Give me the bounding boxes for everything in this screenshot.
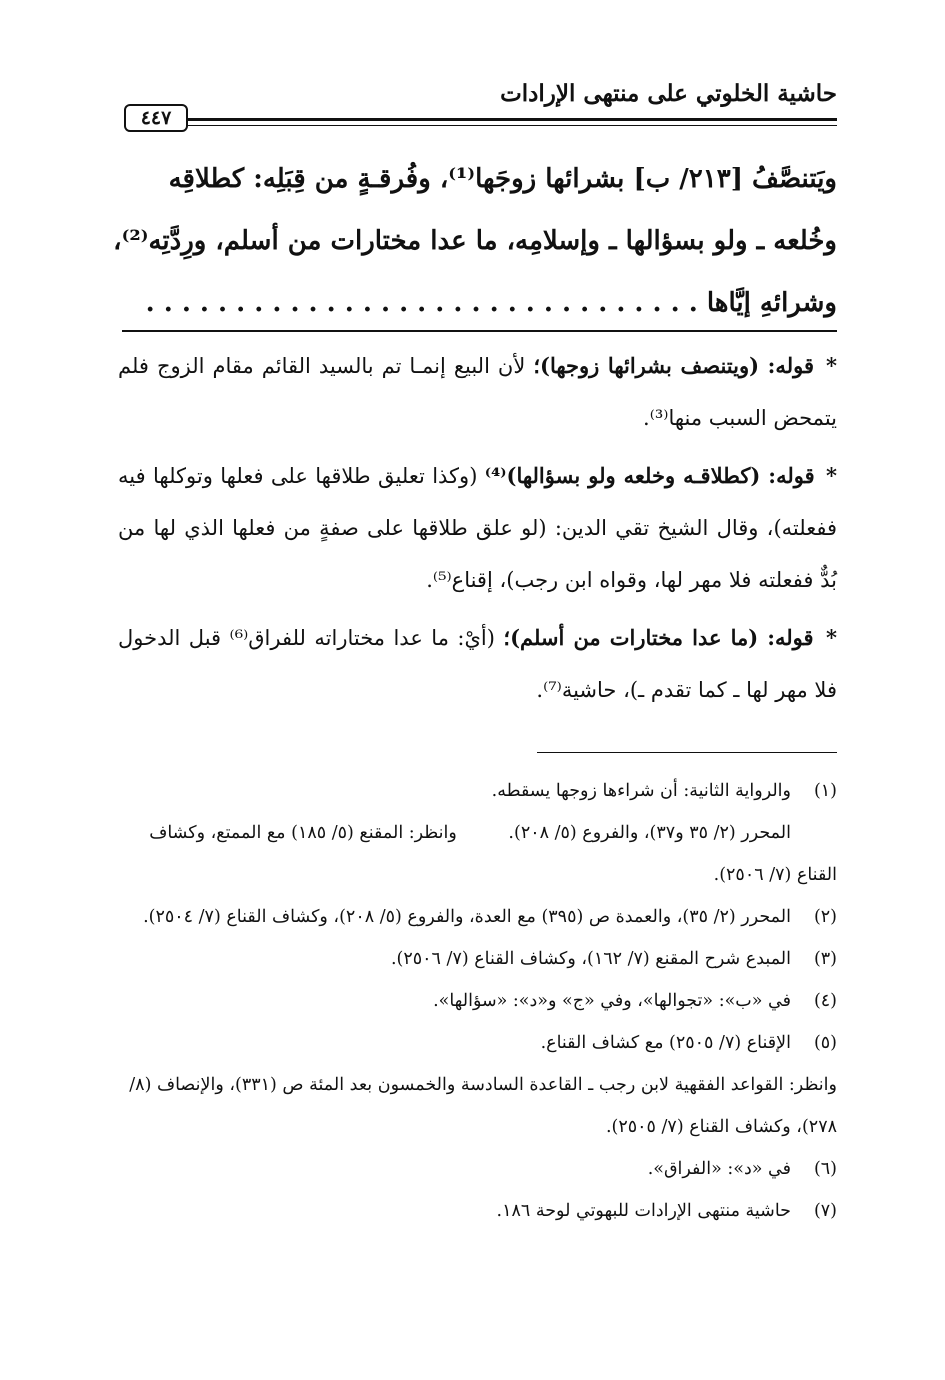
commentary-text: لأن البيع إنمـا تم بالسيد القائم مقام الزوج فلم يتمحض السبب منها⁽³⁾.: [118, 354, 837, 430]
commentary-lead: قوله: (ويتنصف بشرائها زوجها)؛: [533, 353, 814, 378]
footnote-line: المحرر (٢/ ٣٥ و٣٧)، والفروع (٥/ ٢٠٨).: [508, 823, 791, 843]
footnote-number: (٣): [813, 949, 837, 969]
commentary-text: (وكذا تعليق طلاقها على فعلها وتوكلها فيه ففعلته)، وقال الشيخ تقي الدين: (لو علق طلاقها على صفةٍ من فعلها الذي لها من بُدٌّ ففعلته فلا مهر لها، وقواه ابن رجب)، إقناع⁽⁵⁾.: [118, 464, 837, 592]
text-separator-rule: [122, 330, 837, 332]
footnote-number: (٤): [813, 991, 837, 1011]
header-rule-thick: [188, 118, 837, 121]
footnote-number: (٧): [813, 1201, 837, 1221]
footnote-line: في «د»: «الفراق».: [647, 1159, 791, 1179]
footnote-line: المحرر (٢/ ٣٥)، والعمدة ص (٣٩٥) مع العدة، والفروع (٥/ ٢٠٨)، وكشاف القناع (٧/ ٢٥٠٤).: [143, 907, 791, 927]
footnote-number: (٥): [813, 1033, 837, 1053]
footnote: [112, 980, 837, 1022]
running-title: حاشية الخلوتي على منتهى الإرادات: [500, 80, 837, 107]
footnote-number: (١): [813, 781, 837, 801]
footnote-line: المبدع شرح المقنع (٧/ ١٦٢)، وكشاف القناع (٧/ ٢٥٠٦).: [390, 949, 791, 969]
asterisk-marker: *: [826, 463, 837, 488]
main-text-line: وخُلعه ـ ولو بسؤالها ـ وإسلامِه، ما عدا مختارات من أسلم، ورِدَّتِه⁽²⁾،: [113, 226, 837, 256]
footnote: [112, 1148, 837, 1190]
footnote-line: حاشية منتهى الإرادات للبهوتي لوحة ١٨٦.: [496, 1201, 791, 1221]
page-number: ٤٤٧: [124, 104, 188, 132]
commentary-paragraph: [118, 450, 837, 606]
main-text: [113, 148, 837, 334]
footnote-line: وانظر: المقنع (٥/ ١٨٥) مع الممتع، وكشاف القناع (٧/ ٢٥٠٦).: [149, 823, 837, 885]
footnotes: [112, 770, 837, 1232]
page-header: [124, 78, 837, 129]
main-text-line: وشرائهِ إيَّاها . . . . . . . . . . . . . . . . . . . . . . . . . . . . . . .: [145, 288, 837, 318]
footnote-line: الإقناع (٧/ ٢٥٠٥) مع كشاف القناع.: [540, 1033, 791, 1053]
asterisk-marker: *: [826, 625, 837, 650]
main-text-line: ويَتنصَّفُ [٢١٣/ ب] بشرائها زوجَها⁽¹⁾، وفُرقـةٍ من قِبَلِه: كطلاقِه: [168, 164, 837, 194]
footnote-line: في «ب»: «تجوالها»، وفي «ج» و«د»: «سؤالها».: [433, 991, 791, 1011]
footnote-number: (٢): [813, 907, 837, 927]
asterisk-marker: *: [826, 353, 837, 378]
header-rule-thin: [188, 125, 837, 126]
commentary-paragraph: [118, 340, 837, 444]
footnote-number: (٦): [813, 1159, 837, 1179]
footnote: [112, 1190, 837, 1232]
footnote-line: والرواية الثانية: أن شراءها زوجها يسقطه.: [491, 781, 791, 801]
footnote-separator-rule: [537, 752, 837, 753]
footnote: [112, 1022, 837, 1064]
footnote: [112, 770, 837, 812]
commentary-paragraph: [118, 612, 837, 716]
commentary: [118, 340, 837, 722]
commentary-lead: قوله: (كطلاقـه وخلعه ولو بسؤالها)⁽⁴⁾: [484, 463, 815, 488]
footnote: [112, 896, 837, 938]
footnote-continuation: وانظر: القواعد الفقهية لابن رجب ـ القاعدة السادسة والخمسون بعد المئة ص (٣٣١)، والإنصاف (٨/ ٢٧٨)، وكشاف القناع (٧/ ٢٥٠٥).: [129, 1075, 837, 1137]
commentary-lead: قوله: (ما عدا مختارات من أسلم)؛: [503, 625, 814, 650]
footnote: [112, 938, 837, 980]
commentary-text: (أيْ: ما عدا مختاراته للفراق⁽⁶⁾ قبل الدخول فلا مهر لها ـ كما تقدم ـ)، حاشية⁽⁷⁾.: [118, 626, 837, 702]
